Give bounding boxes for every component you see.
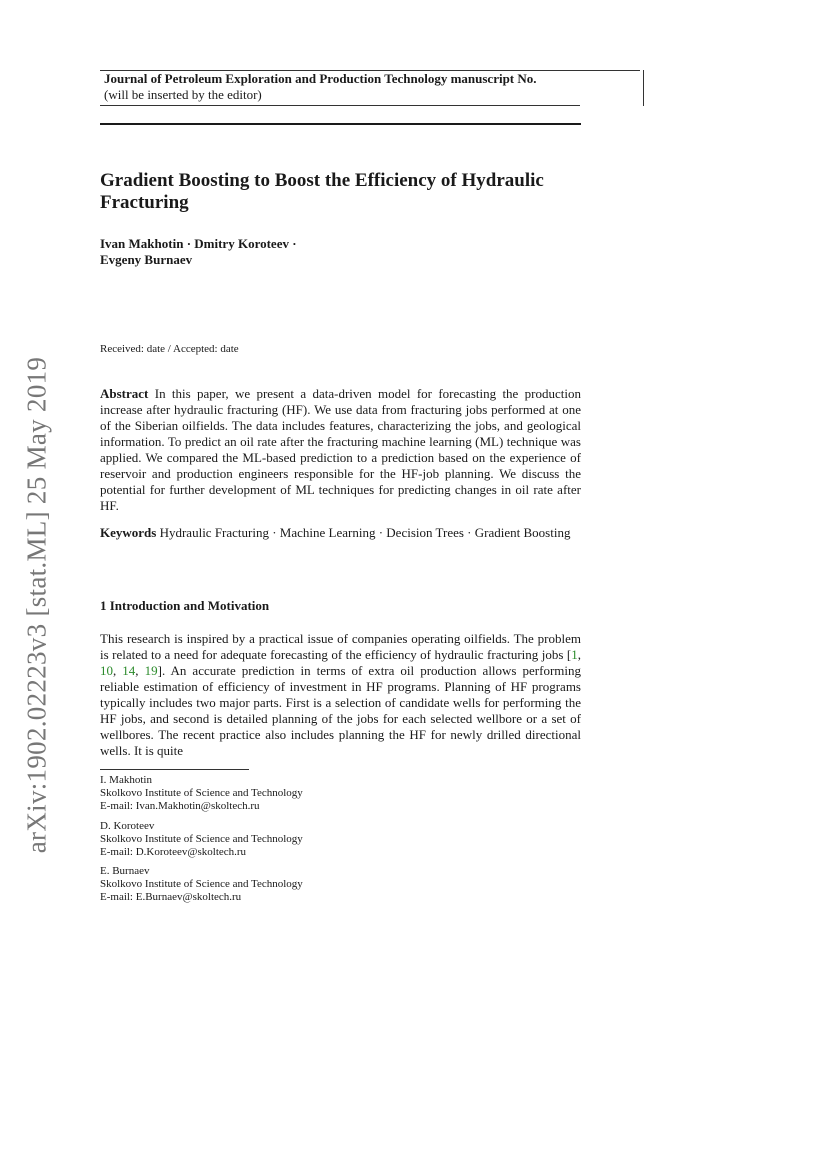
citation-separator: ,: [577, 647, 581, 662]
affiliation-name: I. Makhotin: [100, 774, 152, 786]
abstract: [100, 386, 581, 514]
author-list: [100, 236, 580, 268]
affiliation-name: D. Koroteev: [100, 820, 155, 832]
abstract-text: In this paper, we present a data-driven model for forecasting the production increase after hydraulic fracturing (HF). We use data from fracturing jobs performed at one of the Siberian oilfields. The data includes features, characterizing the jobs, and geological information. To predict an oil rate after the fracturing machine learning (ML) technique was applied. We compared the ML-based prediction to a prediction based on the experience of reservoir and production engineers responsible for the HF-job planning. We discuss the potential for further development of ML techniques for predicting changes in oil rate after HF.: [100, 386, 581, 513]
footnote-rule: [100, 769, 249, 770]
citation-close-bracket: ]: [157, 663, 162, 678]
journal-name: Journal of Petroleum Exploration and Production Technology manuscript No.: [104, 71, 537, 86]
introduction-paragraph: [100, 631, 581, 759]
citation-link[interactable]: 10: [100, 663, 113, 678]
citation-separator: ,: [113, 663, 123, 678]
affiliation-email: E-mail: E.Burnaev@skoltech.ru: [100, 891, 242, 903]
citation-open-bracket: [: [566, 647, 572, 662]
affiliation-email: E-mail: Ivan.Makhotin@skoltech.ru: [100, 800, 260, 812]
affiliation-institute: Skolkovo Institute of Science and Technology: [100, 878, 303, 890]
paper-title: Gradient Boosting to Boost the Efficiency of Hydraulic Fracturing: [100, 170, 544, 213]
citation-separator: ,: [135, 663, 145, 678]
author-line-1: Ivan Makhotin · Dmitry Koroteev ·: [100, 236, 297, 251]
affiliation-block: [100, 820, 303, 859]
intro-text-after-citations: . An accurate prediction in terms of extra oil production allows performing reliable estimation of efficiency of investment in HF programs. Planning of HF programs typically includes two major parts. First is a selection of candidate wells for performing the HF jobs, and second is detailed planning of the jobs for each selected wellbore or a set of wellbores. The recent practice also includes planning the HF for newly drilled directional wells. It is quite: [100, 663, 582, 758]
keywords-text: Hydraulic Fracturing · Machine Learning · Decision Trees · Gradient Boosting: [159, 525, 571, 540]
intro-text-before-citations: This research is inspired by a practical issue of companies operating oilfields. The problem is related to a need for adequate forecasting of the efficiency of hydraulic fracturing jobs: [100, 631, 581, 662]
received-accepted-dates: Received: date / Accepted: date: [100, 343, 239, 355]
arxiv-identifier: arXiv:1902.02223v3 [stat.ML] 25 May 2019: [21, 356, 52, 854]
journal-editor-note: (will be inserted by the editor): [104, 87, 262, 102]
affiliation-block: [100, 774, 303, 813]
citation-link[interactable]: 19: [144, 663, 158, 678]
affiliation-institute: Skolkovo Institute of Science and Technology: [100, 833, 303, 845]
keywords: [100, 525, 581, 541]
abstract-label: Abstract: [100, 386, 149, 401]
author-line-2: Evgeny Burnaev: [100, 252, 193, 267]
citation-link[interactable]: 14: [122, 663, 136, 678]
affiliation-email: E-mail: D.Koroteev@skoltech.ru: [100, 846, 247, 858]
affiliation-block: [100, 865, 303, 904]
title-separator-rule: [100, 123, 581, 125]
section-heading: 1 Introduction and Motivation: [100, 598, 270, 613]
citation-link[interactable]: 1: [571, 647, 578, 662]
affiliation-name: E. Burnaev: [100, 865, 150, 877]
affiliation-institute: Skolkovo Institute of Science and Technology: [100, 787, 303, 799]
keywords-label: Keywords: [100, 525, 157, 540]
journal-header-bottom-rule: [100, 105, 580, 106]
